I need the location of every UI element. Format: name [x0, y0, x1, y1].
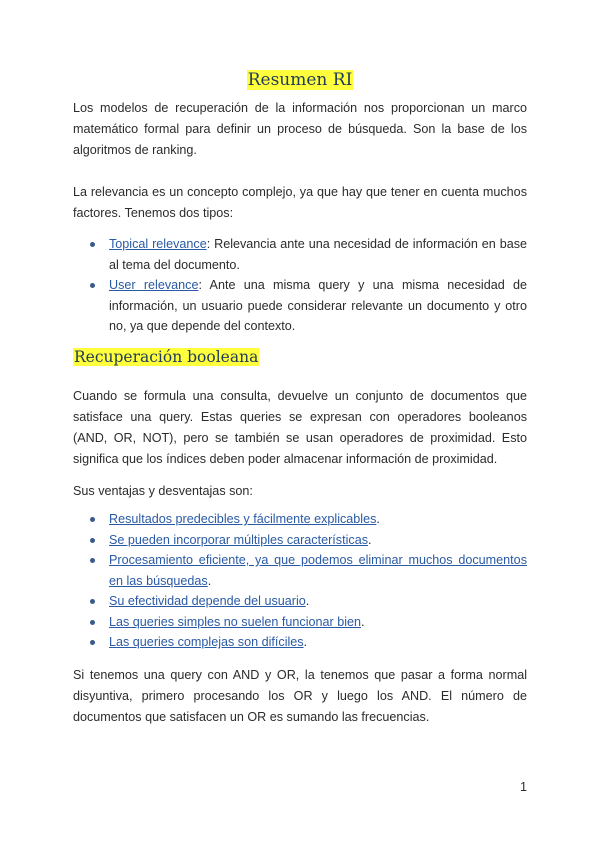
bullet-icon	[90, 620, 95, 625]
section-heading	[73, 348, 259, 367]
closing-paragraph: Si tenemos una query con AND y OR, la tenemos que pasar a forma normal disyuntiva, primero procesando los OR y luego los AND. El número de documentos que satisfacen un OR es sumando las frecuencias.	[73, 668, 527, 724]
bullet-icon	[90, 283, 95, 288]
bullet-icon	[90, 558, 95, 563]
bullet-icon	[90, 599, 95, 604]
bullet-icon	[90, 517, 95, 522]
pros-cons-link[interactable]: Las queries complejas son difíciles	[109, 635, 304, 649]
list-item: Las queries complejas son difíciles.	[73, 632, 527, 653]
pros-cons-link[interactable]: Las queries simples no suelen funcionar bien	[109, 614, 362, 629]
list-item: Las queries simples no suelen funcionar bien.	[73, 612, 527, 633]
pros-cons-link[interactable]: Su efectividad depende del usuario	[109, 594, 306, 608]
list-item: Su efectividad depende del usuario.	[73, 591, 527, 612]
bullet-icon	[90, 640, 95, 645]
pros-cons-list	[73, 509, 527, 653]
pros-cons-link[interactable]: Resultados predecibles y fácilmente explicables	[109, 512, 377, 526]
relevance-desc: : Relevancia ante una necesidad de información en base al tema del documento.	[109, 237, 527, 272]
title-text: Resumen RI	[247, 70, 353, 90]
document-title	[0, 70, 600, 90]
list-item	[73, 275, 527, 337]
intro-paragraph-2: La relevancia es un concepto complejo, ya que hay que tener en cuenta muchos factores. Tenemos dos tipos:	[73, 185, 527, 220]
intro-paragraph-1: Los modelos de recuperación de la información nos proporcionan un marco matemático formal para definir un proceso de búsqueda. Son la base de los algoritmos de ranking.	[73, 101, 527, 157]
section-heading-text: Recuperación booleana	[74, 348, 259, 366]
list-item: Procesamiento eficiente, ya que podemos eliminar muchos documentos en las búsquedas.	[73, 550, 527, 591]
relevance-term-link[interactable]: User relevance	[109, 278, 199, 292]
list-item: Se pueden incorporar múltiples características.	[73, 530, 527, 551]
pros-cons-link[interactable]: Se pueden incorporar múltiples características	[109, 532, 368, 547]
bullet-icon	[90, 242, 95, 247]
page-number: 1	[519, 780, 527, 794]
section-paragraph: Cuando se formula una consulta, devuelve un conjunto de documentos que satisface una query. Estas queries se expresan con operadores booleanos (AND, OR, NOT), pero se también se usan operadores de proximidad. Esto significa que los índices deben poder almacenar información de proximidad.	[73, 389, 527, 466]
relevance-list	[73, 234, 527, 337]
relevance-term-link[interactable]: Topical relevance	[109, 237, 207, 251]
relevance-desc: : Ante una misma query y una misma necesidad de información, un usuario puede considerar relevante un documento y otro no, ya que depende del contexto.	[109, 278, 527, 333]
pros-cons-intro: Sus ventajas y desventajas son:	[73, 484, 253, 498]
list-item: Resultados predecibles y fácilmente explicables.	[73, 509, 527, 530]
bullet-icon	[90, 538, 95, 543]
list-item	[73, 234, 527, 275]
pros-cons-link[interactable]: Procesamiento eficiente, ya que podemos eliminar muchos documentos en las búsquedas	[109, 553, 527, 588]
